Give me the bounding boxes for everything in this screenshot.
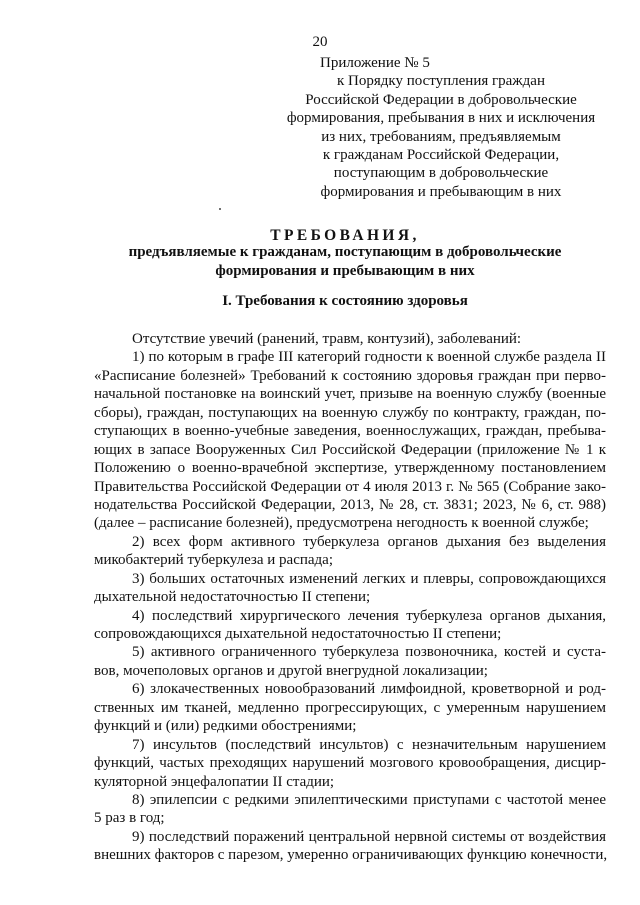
section-heading: I. Требования к состоянию здоровья (222, 293, 468, 309)
document-subtitle (100, 243, 590, 280)
subtitle-line: предъявляемые к гражданам, поступающим в добровольческие (128, 244, 562, 260)
body-line: Положению о военно-врачебной экспертизе, утвержденному постановлением (94, 460, 606, 477)
body-line: сопровождающихся дыхательной недостаточностью II степени; (94, 626, 502, 642)
body-line: ступающих в военно-учебные заведения, военнослужащих, граждан, пребыва- (94, 423, 606, 440)
body-line: нодательства Российской Федерации, 2013, № 28, ст. 3831; 2023, № 6, ст. 988) (94, 496, 606, 513)
body-line: ющих в запасе Вооруженных Сил Российской Федерации (приложение № 1 к (94, 441, 606, 458)
subtitle-line: формирования и пребывающим в них (215, 262, 475, 279)
body-line: 3) больших остаточных изменений легких и плевры, сопровождающихся (132, 570, 606, 587)
body-line: 4) последствий хирургического лечения туберкулеза органов дыхания, (132, 607, 606, 624)
body-line: внешних факторов с парезом, умеренно ограничивающих функцию конечности, (94, 847, 608, 864)
appendix-line: к гражданам Российской Федерации, (322, 147, 560, 164)
body-line: ственных им тканей, медленно прогрессирующих, с умеренным нарушением (94, 699, 606, 716)
body-line: 8) эпилепсии с редкими эпилептическими приступами с частотой менее (132, 791, 606, 808)
body-line: (далее – расписание болезней), предусмотрена негодность к военной службе; (94, 515, 589, 532)
appendix-line: поступающим в добровольческие (333, 165, 549, 182)
body-line: 5 раз в год; (94, 810, 165, 827)
body-line: вов, мочеполовых органов и другой внегрудной локализации; (94, 662, 488, 679)
scan-speck (219, 208, 221, 210)
body-line: дыхательной недостаточностью II степени; (94, 589, 371, 606)
body-text (94, 330, 606, 865)
appendix-line: Приложение № 5 (320, 55, 430, 71)
appendix-line: Российской Федерации в добровольческие (305, 91, 577, 108)
appendix-line: к Порядку поступления граждан (336, 73, 545, 90)
body-line: куляторной энцефалопатии II стадии; (94, 773, 335, 790)
body-line: функций, частых преходящих нарушений мозгового кровообращения, дисцир- (94, 755, 606, 772)
body-line: 2) всех форм активного туберкулеза органов дыхания без выделения (132, 533, 606, 550)
page-number: 20 (312, 34, 328, 50)
body-line: сборы), граждан, поступающих на военную службу по контракту, граждан, по- (94, 404, 606, 421)
appendix-line: формирования, пребывания в них и исключения (286, 110, 596, 127)
body-line: микобактерий туберкулеза и распада; (94, 552, 334, 569)
body-line: 7) инсультов (последствий инсультов) с незначительным нарушением (132, 736, 606, 753)
body-line: Отсутствие увечий (ранений, травм, контузий), заболеваний: (132, 331, 522, 347)
body-line: 6) злокачественных новообразований лимфоидной, кроветворной и род- (132, 681, 606, 698)
body-line: 5) активного ограниченного туберкулеза позвоночника, костей и суста- (132, 644, 606, 661)
body-line: начальной постановке на воинский учет, призыве на военную службу (военные (94, 386, 606, 403)
appendix-line: формирования и пребывающим в них (320, 183, 562, 200)
body-line: «Расписание болезней» Требований к состоянию здоровья граждан при перво- (94, 367, 606, 384)
body-line: Правительства Российской Федерации от 4 июля 2013 г. № 565 (Собрание зако- (94, 478, 606, 495)
appendix-header (286, 54, 596, 201)
appendix-line: из них, требованиям, предъявляемым (321, 128, 561, 145)
body-line: функций и (или) редкими обострениями; (94, 718, 357, 735)
document-title: ТРЕБОВАНИЯ, (270, 227, 420, 244)
body-line: 9) последствий поражений центральной нервной системы от воздействия (132, 828, 606, 845)
body-line: 1) по которым в графе III категорий годности к военной службе раздела II (132, 349, 606, 366)
